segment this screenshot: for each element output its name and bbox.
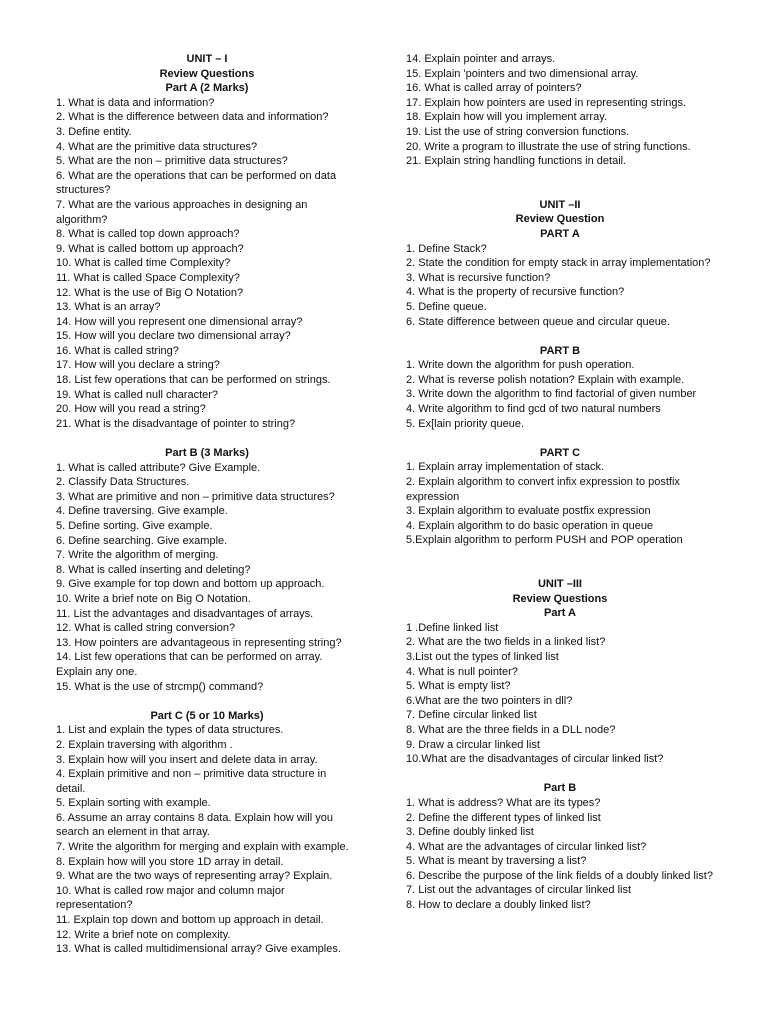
question-list [406, 460, 714, 548]
unit-2-part-c [406, 446, 714, 548]
question-item: 7. List out the advantages of circular linked list [406, 884, 632, 897]
question-item: 18. Explain how will you implement array. [406, 111, 607, 124]
unit-2-part-b [406, 344, 714, 432]
right-column [406, 52, 714, 913]
question-item: 10. What is called row major and column major representation? [56, 884, 285, 912]
question-item: 9. What is called bottom up approach? [56, 242, 244, 255]
question-item: 2. What is the difference between data and information? [56, 111, 329, 124]
question-item: 4. Explain algorithm to do basic operation in queue [406, 519, 654, 532]
question-item: 1. What is address? What are its types? [406, 796, 601, 809]
part-heading: PART B [539, 344, 581, 357]
question-item: 11. List the advantages and disadvantages of arrays. [56, 607, 314, 620]
question-item: 20. Write a program to illustrate the use of string functions. [406, 140, 691, 153]
question-item: 2. Explain traversing with algorithm . [56, 738, 233, 751]
question-item: 4. What are the advantages of circular linked list? [406, 840, 647, 853]
question-item: 19. What is called null character? [56, 388, 219, 401]
question-item: 4. Explain primitive and non – primitive data structure in detail. [56, 768, 327, 795]
question-item: 2. What is reverse polish notation? Explain with example. [406, 373, 685, 386]
question-item: 3. Explain how will you insert and delete data in array. [56, 753, 318, 766]
question-item: 7. Write the algorithm of merging. [56, 549, 219, 562]
question-item: 14. List few operations that can be performed on array. Explain any one. [56, 651, 323, 678]
question-item: 11. What is called Space Complexity? [56, 271, 240, 284]
unit-heading: UNIT – I [186, 53, 228, 65]
question-item: 6. State difference between queue and circular queue. [406, 315, 670, 328]
question-item: 1. Define Stack? [406, 242, 487, 255]
question-item: 4. Write algorithm to find gcd of two natural numbers [406, 403, 661, 416]
question-item: 1. Explain array implementation of stack. [406, 461, 605, 474]
question-list [56, 461, 358, 695]
question-item: 2. What are the two fields in a linked list? [406, 636, 606, 649]
review-questions-heading: Review Questions [159, 67, 255, 80]
question-item: 5. Ex[lain priority queue. [406, 417, 525, 430]
part-heading: Part A [544, 607, 576, 620]
question-item: 7. Define circular linked list [406, 709, 537, 722]
question-item: 2. State the condition for empty stack in array implementation? [406, 257, 711, 270]
question-item: 1 .Define linked list [406, 621, 499, 634]
left-column [56, 52, 358, 957]
question-item: 19. List the use of string conversion functions. [406, 125, 630, 138]
question-item: 3. Explain algorithm to evaluate postfix expression [406, 505, 651, 518]
question-list [406, 358, 714, 431]
unit-1-part-c-continued [406, 52, 714, 169]
question-item: 4. What is null pointer? [406, 665, 518, 678]
question-item: 18. List few operations that can be performed on strings. [56, 374, 331, 387]
question-item: 1. Write down the algorithm for push operation. [406, 359, 635, 372]
question-item: 5. Define queue. [406, 300, 487, 313]
question-item: 1. What is data and information? [56, 96, 215, 109]
question-item: 4. What are the primitive data structures? [56, 140, 258, 153]
question-item: 20. How will you read a string? [56, 403, 206, 416]
question-item: 16. What is called array of pointers? [406, 82, 582, 95]
question-item: 12. What is called string conversion? [56, 622, 236, 635]
question-item: 7. What are the various approaches in designing an algorithm? [56, 198, 308, 226]
question-item: 9. Draw a circular linked list [406, 738, 540, 751]
part-heading: Part A (2 Marks) [165, 82, 249, 95]
question-list [56, 96, 358, 432]
question-item: 8. What is called inserting and deleting? [56, 563, 251, 576]
question-item: 10. Write a brief note on Big O Notation. [56, 592, 251, 605]
question-item: 21. What is the disadvantage of pointer to string? [56, 417, 296, 430]
unit-3-part-b [406, 781, 714, 912]
unit-1-part-b [56, 446, 358, 694]
question-item: 3. Write down the algorithm to find factorial of given number [406, 388, 697, 401]
question-item: 6.What are the two pointers in dll? [406, 694, 573, 707]
part-heading: Part B [543, 782, 577, 795]
question-item: 6. Assume an array contains 8 data. Explain how will you search an element in that array. [56, 811, 333, 839]
unit-1-part-a [56, 52, 358, 431]
question-item: 15. How will you declare two dimensional array? [56, 330, 291, 343]
question-item: 5. Explain sorting with example. [56, 797, 211, 810]
question-item: 15. What is the use of strcmp() command? [56, 680, 264, 693]
question-item: 8. How to declare a doubly linked list? [406, 899, 591, 912]
question-item: 1. What is called attribute? Give Example. [56, 461, 261, 474]
question-item: 2. Classify Data Structures. [56, 476, 190, 489]
question-item: 1. List and explain the types of data structures. [56, 724, 284, 737]
question-item: 6. Define searching. Give example. [56, 534, 228, 547]
question-item: 7. Write the algorithm for merging and explain with example. [56, 841, 349, 854]
question-list [56, 723, 358, 957]
question-item: 9. What are the two ways of representing array? Explain. [56, 870, 333, 883]
question-item: 2. Explain algorithm to convert infix expression to postfix expression [406, 476, 680, 503]
part-heading: Part B (3 Marks) [165, 447, 249, 460]
part-heading: PART C [539, 446, 581, 459]
question-item: 14. How will you represent one dimensional array? [56, 315, 303, 328]
question-item: 3.List out the types of linked list [406, 650, 559, 663]
question-item: 5.Explain algorithm to perform PUSH and POP operation [406, 534, 683, 547]
question-item: 13. What is an array? [56, 301, 161, 314]
question-item: 13. How pointers are advantageous in representing string? [56, 636, 342, 649]
question-item: 8. What are the three fields in a DLL node? [406, 723, 616, 736]
unit-3-part-a [406, 577, 714, 767]
question-item: 10.What are the disadvantages of circular linked list? [406, 753, 664, 766]
question-item: 4. Define traversing. Give example. [56, 505, 228, 518]
question-list [406, 242, 714, 330]
question-item: 3. What are primitive and non – primitive data structures? [56, 490, 335, 503]
question-list [406, 52, 714, 169]
unit-heading: UNIT –III [537, 578, 582, 590]
question-item: 8. What is called top down approach? [56, 228, 240, 241]
review-question-heading: Review Question [515, 213, 605, 226]
review-questions-heading: Review Questions [512, 592, 608, 605]
question-item: 16. What is called string? [56, 344, 179, 357]
question-item: 5. What is meant by traversing a list? [406, 855, 587, 868]
question-item: 13. What is called multidimensional array? Give examples. [56, 943, 341, 956]
question-item: 4. What is the property of recursive function? [406, 286, 625, 299]
question-item: 17. How will you declare a string? [56, 359, 220, 372]
question-item: 5. What are the non – primitive data structures? [56, 155, 288, 168]
part-heading: PART A [540, 227, 580, 240]
part-heading: Part C (5 or 10 Marks) [150, 709, 264, 722]
question-list [406, 621, 714, 767]
question-item: 14. Explain pointer and arrays. [406, 53, 556, 65]
question-item: 12. Write a brief note on complexity. [56, 928, 231, 941]
question-item: 12. What is the use of Big O Notation? [56, 286, 244, 299]
question-item: 21. Explain string handling functions in detail. [406, 155, 627, 168]
question-item: 3. What is recursive function? [406, 271, 551, 284]
unit-1-part-c [56, 709, 358, 957]
question-list [406, 796, 714, 913]
question-item: 17. Explain how pointers are used in representing strings. [406, 96, 687, 109]
question-item: 3. Define doubly linked list [406, 826, 534, 839]
question-item: 6. What are the operations that can be performed on data structures? [56, 169, 337, 197]
question-item: 8. Explain how will you store 1D array in detail. [56, 855, 284, 868]
question-item: 6. Describe the purpose of the link fields of a doubly linked list? [406, 869, 713, 882]
question-item: 5. What is empty list? [406, 680, 511, 693]
question-item: 5. Define sorting. Give example. [56, 520, 213, 532]
unit-heading: UNIT –II [539, 198, 581, 211]
question-item: 9. Give example for top down and bottom up approach. [56, 578, 325, 591]
question-item: 11. Explain top down and bottom up approach in detail. [56, 914, 324, 927]
question-item: 15. Explain 'pointers and two dimensional array. [406, 67, 639, 80]
question-item: 10. What is called time Complexity? [56, 257, 231, 270]
unit-2-part-a [406, 198, 714, 329]
question-item: 2. Define the different types of linked list [406, 811, 601, 824]
question-item: 3. Define entity. [56, 125, 132, 138]
